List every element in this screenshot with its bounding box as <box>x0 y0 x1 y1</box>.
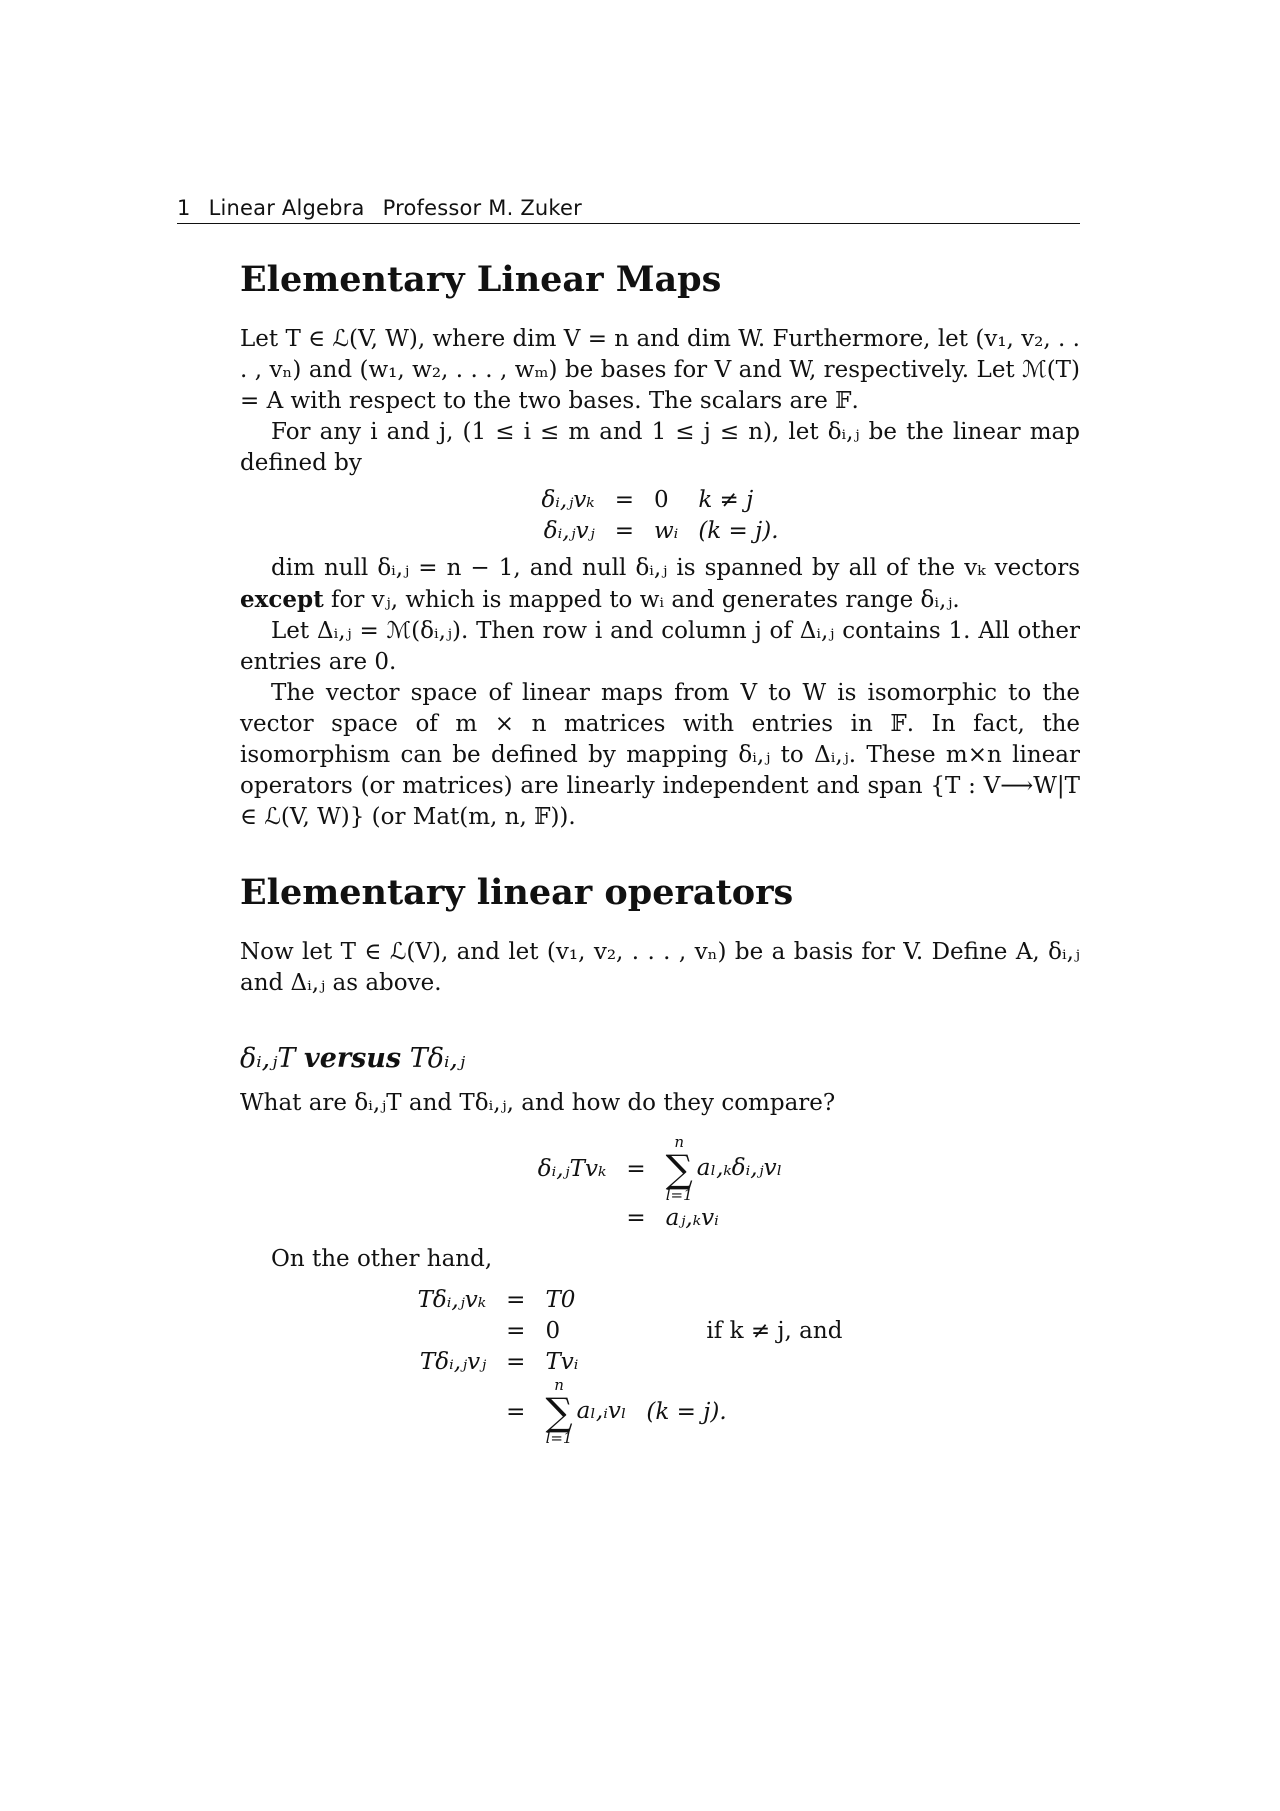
eq-rhs: Tvᵢ <box>545 1349 579 1375</box>
eq-op: = <box>626 1155 646 1182</box>
paragraph-matrix-delta: Let Δᵢ,ⱼ = ℳ(δᵢ,ⱼ). Then row i and column j of Δᵢ,ⱼ contains 1. All other entries are 0. <box>240 618 1080 675</box>
text-span: dim null δᵢ,ⱼ = n − 1, and null δᵢ,ⱼ is spanned by all of the vₖ vectors <box>271 555 1080 581</box>
paragraph-other-hand: On the other hand, <box>271 1246 493 1272</box>
equation-T-delta <box>180 1285 1080 1446</box>
text-span: for vⱼ, which is mapped to wᵢ and generates range δᵢ,ⱼ. <box>323 587 960 613</box>
eq-rhs: T0 <box>545 1287 576 1313</box>
eq-rhs: wᵢ <box>653 518 679 544</box>
equation-delta-map <box>240 485 1080 547</box>
sigma-symbol: ∑ <box>665 1147 693 1191</box>
eq-op: = <box>614 518 634 544</box>
eq-lhs: Tδᵢ,ⱼvⱼ <box>419 1349 487 1375</box>
eq-op: = <box>506 1398 526 1425</box>
eq-rhs: aⱼ,ₖvᵢ <box>665 1205 719 1231</box>
eq-op: = <box>506 1287 526 1313</box>
eq-rhs: 0 <box>653 487 669 513</box>
paragraph-null-space <box>240 553 1080 616</box>
paragraph-question: What are δᵢ,ⱼT and Tδᵢ,ⱼ, and how do they compare? <box>240 1090 836 1116</box>
sum-term: aₗ,ₖδᵢ,ⱼvₗ <box>696 1155 783 1181</box>
page-number: 1 <box>177 196 191 220</box>
paragraph-delta-definition: For any i and j, (1 ≤ i ≤ m and 1 ≤ j ≤ n), let δᵢ,ⱼ be the linear map defined by <box>240 419 1080 476</box>
eq-condition: (k = j). <box>646 1398 727 1425</box>
eq-condition: if k ≠ j, and <box>706 1318 843 1344</box>
professor-name: Professor M. Zuker <box>382 196 582 220</box>
summation <box>545 1378 572 1446</box>
eq-rhs: 0 <box>545 1318 561 1344</box>
eq-op: = <box>506 1318 526 1344</box>
eq-lhs: δᵢ,ⱼTvₖ <box>537 1155 607 1182</box>
paragraph-definitions: Let T ∈ ℒ(V, W), where dim V = n and dim W. Furthermore, let (v₁, v₂, . . . , vₙ) and (w₁, w₂, . . . , wₘ) be bases for V and W, respectively. Let ℳ(T) = A with respect to the two bases. The scalars are 𝔽. <box>240 326 1080 414</box>
summation <box>666 1135 693 1203</box>
paragraph-isomorphism: The vector space of linear maps from V to W is isomorphic to the vector space of m × n matrices with entries in 𝔽. In fact, the isomorphism can be defined by mapping δᵢ,ⱼ to Δᵢ,ⱼ. These m×n linear operators (or matrices) are linearly independent and span {T : V⟶W|T ∈ ℒ(V, W)} (or Mat(m, n, 𝔽)). <box>240 680 1080 830</box>
section-title-elementary-linear-operators: Elementary linear operators <box>240 872 794 913</box>
eq-condition: k ≠ j <box>698 487 754 513</box>
eq-lhs: Tδᵢ,ⱼvₖ <box>417 1287 487 1313</box>
sum-term: aₗ,ᵢvₗ <box>576 1398 627 1424</box>
course-name: Linear Algebra <box>208 196 365 220</box>
sum-lower: l=1 <box>665 1186 693 1204</box>
paragraph-operators-intro: Now let T ∈ ℒ(V), and let (v₁, v₂, . . . , vₙ) be a basis for V. Define A, δᵢ,ⱼ and Δᵢ,ⱼ as above. <box>240 939 1080 996</box>
sum-upper: n <box>674 1133 685 1151</box>
subsection-title <box>240 1043 1080 1074</box>
eq-op: = <box>506 1349 526 1375</box>
sum-lower: l=1 <box>545 1429 573 1447</box>
equation-delta-T <box>240 1135 1080 1234</box>
eq-lhs: δᵢ,ⱼvₖ <box>541 487 595 513</box>
eq-op: = <box>614 487 634 513</box>
section-title-elementary-linear-maps: Elementary Linear Maps <box>240 259 722 300</box>
eq-condition: (k = j). <box>698 518 779 544</box>
sigma-symbol: ∑ <box>545 1390 573 1434</box>
text-span: Tδᵢ,ⱼ <box>401 1043 466 1074</box>
eq-lhs: δᵢ,ⱼvⱼ <box>543 518 595 544</box>
page-content <box>240 258 1080 1452</box>
eq-op: = <box>626 1205 646 1231</box>
bold-versus: versus <box>304 1043 402 1074</box>
sum-upper: n <box>554 1376 564 1394</box>
running-header <box>177 196 1080 224</box>
text-span: δᵢ,ⱼT <box>240 1043 304 1074</box>
bold-except: except <box>240 586 324 613</box>
